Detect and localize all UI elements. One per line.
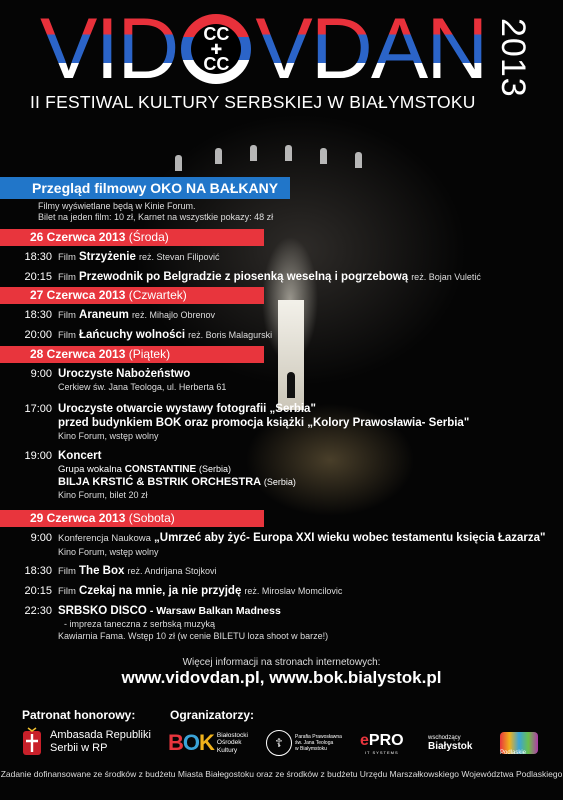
group-name: CONSTANTINE xyxy=(124,464,197,475)
band-name: BILJA KRSTIĆ & BSTRIK ORCHESTRA xyxy=(58,476,262,488)
date-label: 27 Czerwca 2013 xyxy=(30,288,126,302)
film-section-heading: Przegląd filmowy OKO NA BAŁKANY xyxy=(0,177,290,199)
bialystok-logo-small-text: wschodzący xyxy=(428,734,461,741)
event-time: 9:00 xyxy=(30,368,52,380)
film-section-intro xyxy=(38,201,273,223)
date-bar xyxy=(0,229,264,246)
church-window xyxy=(320,148,327,164)
event-time: 19:00 xyxy=(24,450,52,462)
weekday-label: (Piątek) xyxy=(128,347,171,361)
event-time: 18:30 xyxy=(24,565,52,577)
embassy-line: Serbii w RP xyxy=(50,742,108,754)
event-time: 18:30 xyxy=(24,251,52,263)
event-title: Koncert xyxy=(58,450,102,462)
date-label: 28 Czerwca 2013 xyxy=(30,347,126,361)
epro-logo-text: IT SYSTEMS xyxy=(364,749,399,755)
event-title: Czekaj na mnie, ja nie przyjdę xyxy=(79,585,242,597)
date-bar xyxy=(0,510,264,527)
event-director: reż. Stevan Filipović xyxy=(138,252,220,262)
event-title: Przewodnik po Belgradzie z piosenką weselną i pogrzebową xyxy=(79,271,409,283)
event-place: Kino Forum, bilet 20 zł xyxy=(58,490,148,500)
event-director: reż. Mihajlo Obrenov xyxy=(131,310,215,320)
festival-year: 2013 xyxy=(494,18,532,98)
event-title: „Umrzeć aby żyć- Europa XXI wieku wobec testamentu księcia Łazarza" xyxy=(154,532,546,544)
event-title: Łańcuchy wolności xyxy=(79,329,186,341)
group-prefix: Grupa wokalna xyxy=(58,464,122,475)
date-bar xyxy=(0,287,264,304)
event-director: reż. Miroslav Momcilovic xyxy=(244,586,343,596)
event-time: 17:00 xyxy=(24,403,52,415)
title-left: VID xyxy=(40,1,178,97)
event-time: 20:00 xyxy=(24,329,52,341)
event-title: Araneum xyxy=(79,309,129,321)
weekday-label: (Środa) xyxy=(128,230,169,244)
event-place: Cerkiew św. Jana Teologa, ul. Herberta 61 xyxy=(58,382,227,392)
church-window xyxy=(215,148,222,164)
podlaskie-logo-text: Podlaskie xyxy=(500,750,527,756)
bialystok-logo-text: Białystok xyxy=(428,740,473,752)
festival-title xyxy=(40,1,487,97)
event-title: SRBSKO DISCO xyxy=(58,605,147,617)
event-description: - impreza taneczna z serbską muzyką xyxy=(64,619,216,629)
bok-logo-text: Ośrodek xyxy=(216,739,242,747)
event-director: reż. Bojan Vuletić xyxy=(411,272,481,282)
event-time: 18:30 xyxy=(24,309,52,321)
title-right: VDAN xyxy=(255,1,487,97)
event-place: Kino Forum, wstęp wolny xyxy=(58,547,159,557)
event-time: 20:15 xyxy=(24,585,52,597)
event-title-line2: przed budynkiem BOK oraz promocja książki „Kolory Prawosławia- Serbia" xyxy=(58,417,470,429)
church-window xyxy=(285,145,292,161)
weekday-label: (Sobota) xyxy=(128,511,175,525)
date-label: 29 Czerwca 2013 xyxy=(30,511,126,525)
parish-seal-icon: ☦ xyxy=(266,730,292,756)
parish-logo xyxy=(266,726,345,760)
epro-logo-icon: ePRO xyxy=(360,731,404,749)
funding-footer: Zadanie dofinansowane ze środków z budżetu Miasta Białegostoku oraz ze środków z budżetu Urzędu Marszałkowskiego Województwa Podlaskiego xyxy=(0,769,563,779)
epro-logo xyxy=(360,726,404,760)
bok-logo xyxy=(168,726,248,760)
date-label: 26 Czerwca 2013 xyxy=(30,230,126,244)
bialystok-logo xyxy=(428,726,472,760)
event-title: Uroczyste Nabożeństwo xyxy=(58,368,191,380)
embassy-line: Ambasada Republiki xyxy=(50,729,151,741)
parish-logo-text: w Białymstoku xyxy=(295,746,327,752)
event-place: Kino Forum, wstęp wolny xyxy=(58,431,159,441)
band-country: (Serbia) xyxy=(263,477,296,487)
event-place: Kawiarnia Fama. Wstęp 10 zł (w cenie BILETU loza shoot w barze!) xyxy=(58,631,329,641)
event-director: reż. Andrijana Stojkovi xyxy=(127,566,217,576)
bok-logo-text: Białostocki xyxy=(216,731,248,739)
bok-logo-text: Kultury xyxy=(216,746,238,754)
parish-logo-text: Parafia Prawosławna xyxy=(295,734,342,740)
church-window xyxy=(355,152,362,168)
podlaskie-logo xyxy=(500,726,538,760)
serbian-cross-emblem xyxy=(181,14,251,84)
website-links: www.vidovdan.pl, www.bok.bialystok.pl xyxy=(121,668,442,687)
event-director: reż. Boris Malagurski xyxy=(188,330,273,340)
date-bar xyxy=(0,346,264,363)
event-prefix: Konferencja Naukowa xyxy=(58,533,151,544)
event-time: 20:15 xyxy=(24,271,52,283)
event-time: 9:00 xyxy=(30,532,52,544)
event-title-suffix: - Warsaw Balkan Madness xyxy=(149,605,281,617)
intro-line: Bilet na jeden film: 10 zł, Karnet na wszystkie pokazy: 48 zł xyxy=(38,212,274,222)
more-info-text: Więcej informacji na stronach internetowych: xyxy=(182,657,381,668)
bok-logo-icon: BOK xyxy=(168,730,214,755)
church-window xyxy=(250,145,257,161)
event-title: Strzyżenie xyxy=(79,251,136,263)
festival-subtitle: II FESTIWAL KULTURY SERBSKIEJ W BIAŁYMSTOKU xyxy=(30,92,476,112)
patronage-title: Patronat honorowy: xyxy=(22,708,136,722)
emblem-top-letters: CC xyxy=(203,24,230,44)
emblem-bottom-letters: CC xyxy=(203,54,230,74)
event-prefix: Film xyxy=(58,272,76,283)
weekday-label: (Czwartek) xyxy=(128,288,187,302)
event-prefix: Film xyxy=(58,566,76,577)
intro-line: Filmy wyświetlane będą w Kinie Forum. xyxy=(38,201,196,211)
church-window xyxy=(175,155,182,171)
embassy-name xyxy=(50,729,151,755)
event-prefix: Film xyxy=(58,330,76,341)
event-prefix: Film xyxy=(58,252,76,263)
event-time: 22:30 xyxy=(24,605,52,617)
serbian-coat-of-arms-icon xyxy=(22,727,42,757)
event-title: The Box xyxy=(79,565,125,577)
group-country: (Serbia) xyxy=(198,464,231,474)
organizers-title: Ogranizatorzy: xyxy=(170,708,255,722)
parish-logo-text: św. Jana Teologa xyxy=(295,740,334,746)
cross-icon: ✚ xyxy=(210,41,223,57)
event-title: Uroczyste otwarcie wystawy fotografii „Serbia" xyxy=(58,403,316,415)
event-prefix: Film xyxy=(58,586,76,597)
event-prefix: Film xyxy=(58,310,76,321)
